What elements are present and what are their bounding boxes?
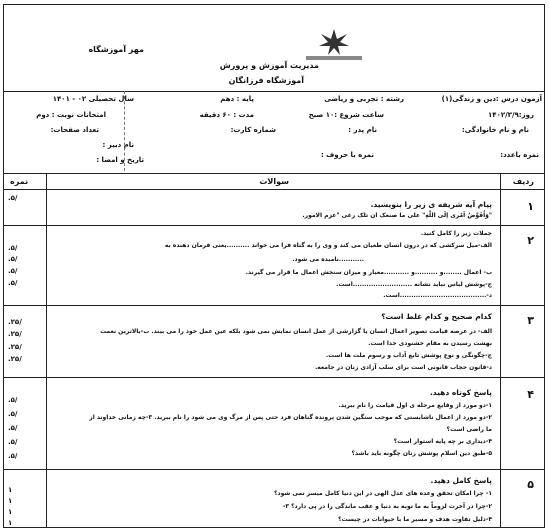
question-line: الف- در عرصه قیامت تصویر اعمال انسان یا گزارشی از عمل انسان نمایش نمی شود بلکه عین عمل خود را می بیند. ب-بالاترین نعمت <box>100 328 492 335</box>
question-line: ب- اعمال ........و ..........و ...........معیار و میزان سنجش اعمال ما قرار می گیرند. <box>245 269 492 276</box>
teacher-label: نام دبیر : <box>102 141 134 149</box>
question-mark: ۱ <box>8 508 13 516</box>
ministry-logo-icon <box>304 25 364 63</box>
question-title: جملات زیر را کامل کنید. <box>420 230 492 237</box>
question-number: ۲ <box>527 234 534 247</box>
question-line: ۲-دو مورد از اعمال ناشایستی که موجب سنگین شدن پرونده گناهان فرد حتی پس از مرگ وی می شود را نام ببرید. ۳-چه زمانی خداوند از <box>89 414 492 421</box>
start-time-label: ساعت شروع :۱۰ صبح <box>308 111 384 119</box>
question-line: ج-پوشش لباس نباید نشانه ..........................است. <box>336 281 492 288</box>
question-line: ما راضی است؟ <box>446 426 492 433</box>
question-mark: .۵/ <box>8 194 18 202</box>
question-title: کدام صحیح و کدام غلط است؟ <box>381 312 492 321</box>
question-mark: .۵/ <box>8 267 18 275</box>
school-year: سال تحصیلی ۰۲ - ۱۴۰۱ <box>52 95 134 103</box>
question-row-5 <box>4 469 544 528</box>
question-mark: ۱ <box>8 497 13 505</box>
question-mark: .۵/ <box>8 396 18 404</box>
question-line: د-......................................است. <box>383 292 492 299</box>
seal-label: مهر آموزشگاه <box>88 45 144 54</box>
question-line: ج-چگونگی و نوع پوشش تابع آداب و رسوم ملت ها است. <box>325 352 492 359</box>
question-mark: .۲۵/ <box>8 330 22 338</box>
pages-label: تعداد صفحات: <box>50 126 99 134</box>
org-line-1: مدیریت آموزش و پرورش <box>219 61 319 70</box>
question-line: ۲-چرا در آخرت لزوماً به ما توبه به دنیا و عقب ماندگی را در پی دارد؟ ۳- <box>282 503 492 510</box>
question-title: پاسخ کوتاه دهید. <box>429 388 492 397</box>
question-line: الف-میل سرکشی که در درون انسان طغیان می کند و وی را به گناه فرا می خواند ..........یعنی فرمان دهنده به <box>164 242 492 249</box>
question-title: پیام آیه شریفه ی زیر را بنویسید. <box>370 200 492 209</box>
org-line-2: آموزشگاه فرزانگان <box>228 76 304 85</box>
exam-sheet <box>3 4 545 528</box>
question-row-3 <box>4 305 544 378</box>
question-line: ۱-دو مورد از وقایع مرحله ی اول قیامت را نام ببرید. <box>338 402 492 409</box>
card-no-label: شماره کارت: <box>230 126 276 134</box>
sign-date-label: تاریخ و امضا : <box>96 156 144 164</box>
question-mark: .۲۵/ <box>8 318 22 326</box>
question-line: ۴-دلیل تفاوت هدف و مسیر ما با حیوانات در چیست؟ <box>338 516 492 523</box>
question-mark: .۲۵/ <box>8 343 22 351</box>
question-mark: .۵/ <box>8 452 18 460</box>
score-col-header: نمره <box>10 177 29 186</box>
question-mark: ۱ <box>8 486 13 494</box>
session-label: امتحانات نوبت : دوم <box>36 111 106 119</box>
question-line: ۵-طبق دین اسلام پوشش زنان چگونه باید باشد؟ <box>351 450 492 457</box>
score-letters-label: نمره با حروف : <box>320 151 374 159</box>
header-col-divider <box>124 91 125 171</box>
table-header-row <box>4 173 544 190</box>
duration-label: مدت : ۶۰ دقیقه <box>199 111 254 119</box>
question-number: ۳ <box>527 314 534 327</box>
question-row-1 <box>4 189 544 226</box>
question-row-2 <box>4 225 544 306</box>
question-number: ۵ <box>527 478 534 491</box>
question-mark: .۲۵/ <box>8 355 22 363</box>
question-line: د-قانون حجاب قانونی است برای سلب آزادی زنان در جامعه. <box>314 364 492 371</box>
question-mark: .۵/ <box>8 244 18 252</box>
subject-label: آزمون درس :دین و زندگی(۱) <box>441 95 542 103</box>
question-number: ۴ <box>527 388 534 401</box>
question-line: "وَاُفَوِّضُ اَمْری اِلَى اللّهِ" علی ما صنعک ان تلک رغی "عزم الامور. <box>302 212 492 219</box>
question-mark: ۱ <box>8 519 13 527</box>
question-mark: .۵/ <box>8 255 18 263</box>
question-mark: .۵/ <box>8 438 18 446</box>
question-mark: .۵/ <box>8 279 18 287</box>
grade-label: پایه : دهم <box>220 95 254 103</box>
question-number: ۱ <box>527 200 534 213</box>
question-line: ۱- چرا امکان تحقق وعده های عدل الهی در این دنیا کامل میسر نمی شود؟ <box>274 490 492 497</box>
field-label: رشته : تجربی و ریاضی <box>324 95 404 103</box>
student-name-label: نام و نام خانوادگی: <box>461 126 529 134</box>
question-mark: .۵/ <box>8 410 18 418</box>
date-label: روز:۱۴۰۲/۳/۹ <box>488 111 534 119</box>
question-line: بهشت رسیدن به مقام خشنودی خدا است. <box>368 340 492 347</box>
question-line: ۴-دیداری بر چه پایه استوار است؟ <box>393 438 492 445</box>
row-col-header: ردیف <box>512 177 534 186</box>
question-title: پاسخ کامل دهید. <box>430 476 492 485</box>
question-mark: .۵/ <box>8 424 18 432</box>
father-name-label: نام پدر : <box>348 126 377 134</box>
score-digits-label: نمره باعدد: <box>500 151 539 159</box>
question-row-4 <box>4 377 544 470</box>
exam-header <box>4 5 544 171</box>
question-line: ...........نامیده می شود. <box>292 256 364 263</box>
header-divider <box>4 91 544 92</box>
questions-col-header: سوالات <box>259 177 289 186</box>
